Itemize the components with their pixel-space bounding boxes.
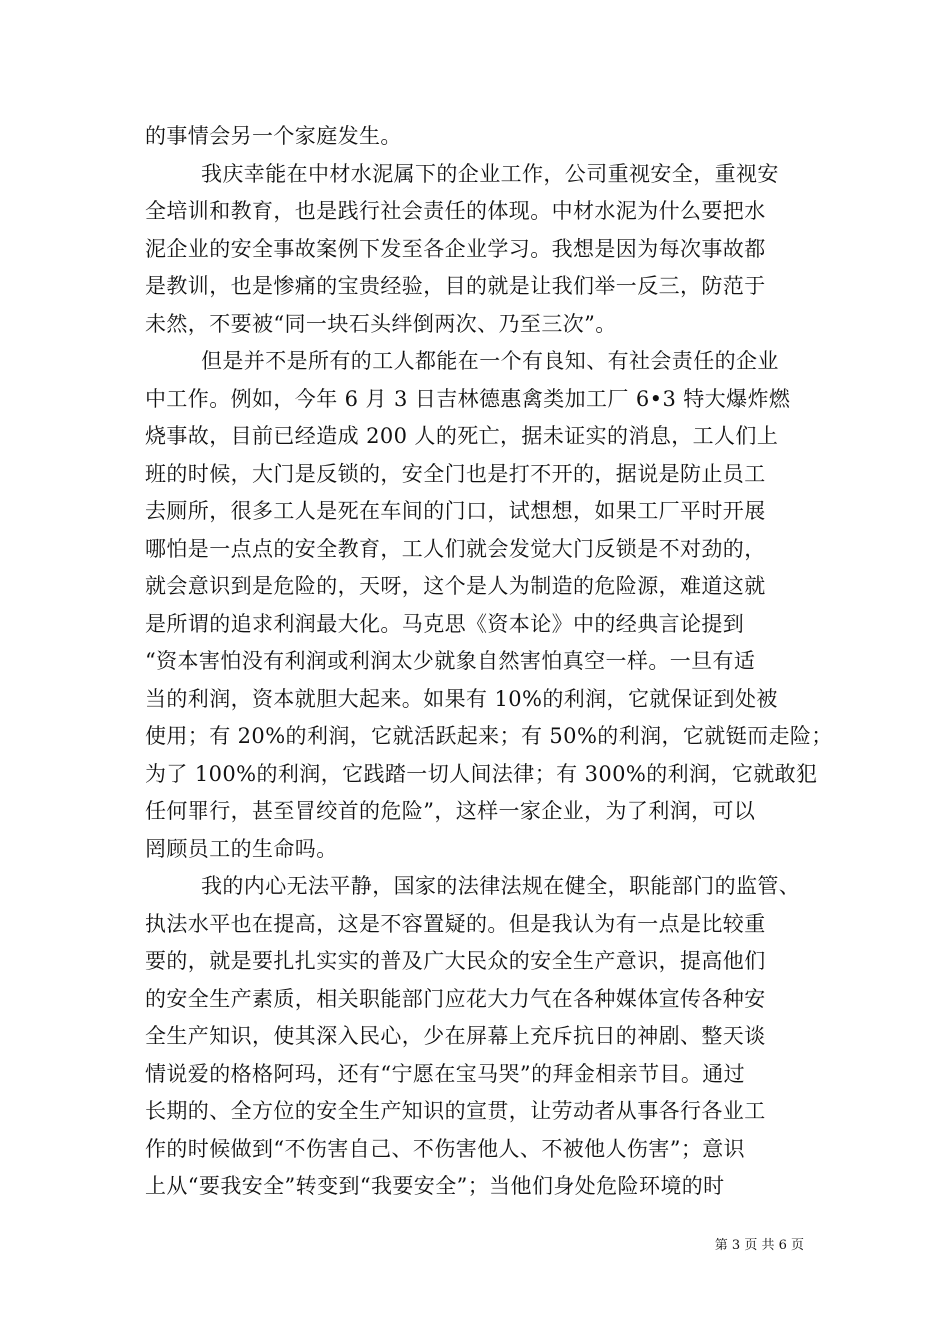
text-line: 泥企业的安全事故案例下发至各企业学习。我想是因为每次事故都 [145, 236, 766, 261]
text-line: 情说爱的格格阿玛，还有“宁愿在宝马哭”的拜金相亲节目。通过 [145, 1061, 746, 1086]
text-line: 任何罪行，甚至冒绞首的危险”，这样一家企业，为了利润，可以 [145, 799, 756, 823]
text-line: 罔顾员工的生命吗。 [145, 836, 338, 861]
text-line: 未然，不要被“同一块石头绊倒两次、乃至三次”。 [145, 311, 617, 336]
page-number: 第 3 页 共 6 页 [714, 1238, 804, 1253]
text-line: 执法水平也在提高，这是不容置疑的。但是我认为有一点是比较重 [145, 911, 766, 936]
body-text [145, 118, 833, 1206]
text-line: 是所谓的追求利润最大化。马克思《资本论》中的经典言论提到 [145, 611, 745, 636]
text-line: 是教训，也是惨痛的宝贵经验，目的就是让我们举一反三，防范于 [145, 274, 766, 298]
text-line: 要的，就是要扎扎实实的普及广大民众的安全生产意识，提高他们 [145, 949, 766, 973]
text-line: 烧事故，目前已经造成 200 人的死亡，据未证实的消息，工人们上 [145, 424, 779, 448]
text-line: 班的时候，大门是反锁的，安全门也是打不开的，据说是防止员工 [145, 461, 766, 486]
text-line: 当的利润，资本就胆大起来。如果有 10%的利润，它就保证到处被 [145, 686, 778, 711]
paragraph-first-line: 但是并不是所有的工人都能在一个有良知、有社会责任的企业 [201, 349, 779, 373]
text-line: 就会意识到是危险的，天呀，这个是人为制造的危险源，难道这就 [145, 574, 766, 598]
paragraph-first-line: 我庆幸能在中材水泥属下的企业工作，公司重视安全，重视安 [201, 161, 779, 186]
text-line: “资本害怕没有利润或利润太少就象自然害怕真空一样。一旦有适 [145, 649, 756, 673]
text-line: 全生产知识，使其深入民心，少在屏幕上充斥抗日的神剧、整天谈 [145, 1024, 766, 1048]
paragraph-first-line: 我的内心无法平静，国家的法律法规在健全，职能部门的监管、 [201, 874, 801, 898]
text-line: 中工作。例如，今年 6 月 3 日吉林德惠禽类加工厂 6•3 特大爆炸燃 [145, 386, 791, 411]
text-line: 全培训和教育，也是践行社会责任的体现。中材水泥为什么要把水 [145, 199, 766, 223]
text-line: 上从“要我安全”转变到“我要安全”；当他们身处危险环境的时 [145, 1174, 725, 1198]
text-line: 使用；有 20%的利润，它就活跃起来；有 50%的利润，它就铤而走险； [145, 724, 833, 748]
text-line: 的事情会另一个家庭发生。 [145, 124, 402, 148]
text-line: 哪怕是一点点的安全教育，工人们就会发觉大门反锁是不对劲的， [145, 536, 766, 561]
text-line: 为了 100%的利润，它践踏一切人间法律；有 300%的利润，它就敢犯 [145, 761, 818, 786]
text-line: 的安全生产素质，相关职能部门应花大力气在各种媒体宣传各种安 [145, 986, 766, 1011]
text-line: 长期的、全方位的安全生产知识的宣贯，让劳动者从事各行各业工 [145, 1099, 766, 1123]
text-line: 去厕所，很多工人是死在车间的门口，试想想，如果工厂平时开展 [145, 499, 766, 523]
text-line: 作的时候做到“不伤害自己、不伤害他人、不被他人伤害”；意识 [145, 1136, 746, 1161]
